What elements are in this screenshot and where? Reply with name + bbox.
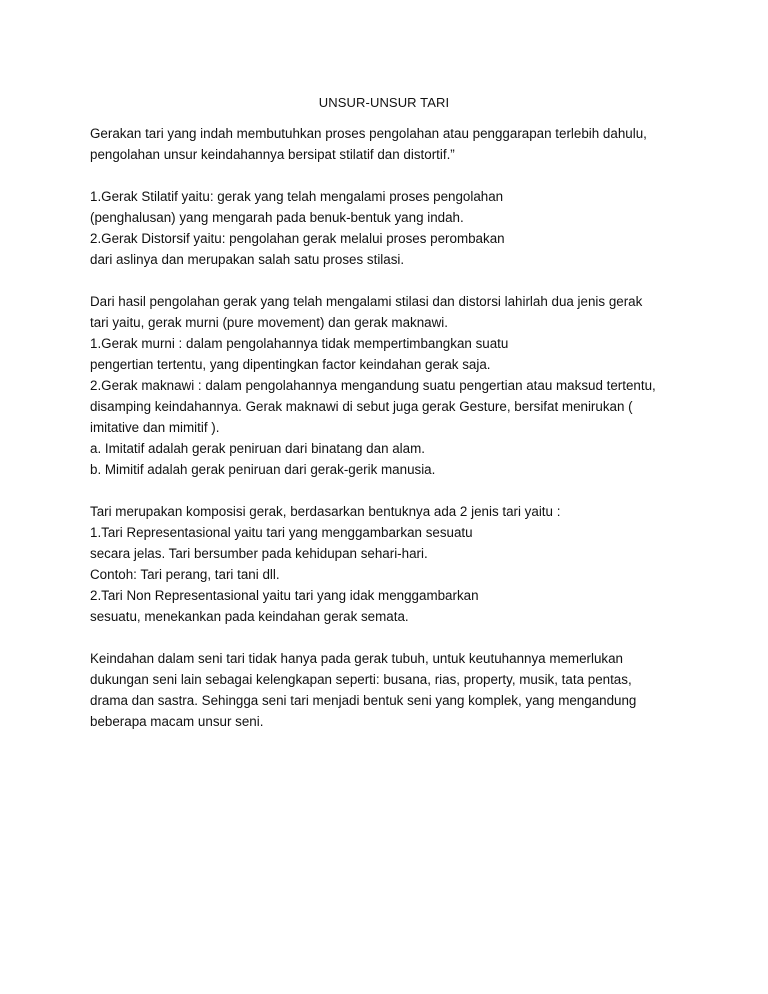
text-line: 1.Gerak murni : dalam pengolahannya tidak mempertimbangkan suatu	[90, 336, 509, 351]
paragraph	[90, 291, 700, 480]
paragraph-gap	[90, 480, 700, 501]
paragraph	[90, 648, 700, 732]
text-line: dari aslinya dan merupakan salah satu proses stilasi.	[90, 252, 405, 267]
text-line: tari yaitu, gerak murni (pure movement) dan gerak maknawi.	[90, 315, 448, 330]
text-line: b. Mimitif adalah gerak peniruan dari gerak-gerik manusia.	[90, 462, 436, 477]
text-line: Keindahan dalam seni tari tidak hanya pada gerak tubuh, untuk keutuhannya memerlukan	[90, 651, 624, 666]
document-body	[90, 123, 700, 732]
paragraph	[90, 501, 700, 627]
text-line: Dari hasil pengolahan gerak yang telah mengalami stilasi dan distorsi lahirlah dua jenis gerak	[90, 294, 643, 309]
text-line: 2.Gerak Distorsif yaitu: pengolahan gerak melalui proses perombakan	[90, 231, 505, 246]
paragraph	[90, 123, 700, 165]
text-line: beberapa macam unsur seni.	[90, 714, 264, 729]
page-title: UNSUR-UNSUR TARI	[318, 95, 450, 110]
text-line: (penghalusan) yang mengarah pada benuk-bentuk yang indah.	[90, 210, 464, 225]
paragraph-gap	[90, 165, 700, 186]
text-line: secara jelas. Tari bersumber pada kehidupan sehari-hari.	[90, 546, 428, 561]
text-line: a. Imitatif adalah gerak peniruan dari binatang dan alam.	[90, 441, 425, 456]
text-line: pengertian tertentu, yang dipentingkan factor keindahan gerak saja.	[90, 357, 491, 372]
text-line: drama dan sastra. Sehingga seni tari menjadi bentuk seni yang komplek, yang mengandung	[90, 693, 637, 708]
text-line: 2.Gerak maknawi : dalam pengolahannya mengandung suatu pengertian atau maksud tertentu,	[90, 378, 656, 393]
text-line: Gerakan tari yang indah membutuhkan proses pengolahan atau penggarapan terlebih dahulu,	[90, 126, 647, 141]
text-line: Contoh: Tari perang, tari tani dll.	[90, 567, 280, 582]
text-line: 1.Gerak Stilatif yaitu: gerak yang telah mengalami proses pengolahan	[90, 189, 504, 204]
text-line: pengolahan unsur keindahannya bersipat stilatif dan distortif.”	[90, 147, 455, 162]
text-line: 1.Tari Representasional yaitu tari yang menggambarkan sesuatu	[90, 525, 473, 540]
text-line: disamping keindahannya. Gerak maknawi di sebut juga gerak Gesture, bersifat menirukan (	[90, 399, 633, 414]
text-line: dukungan seni lain sebagai kelengkapan seperti: busana, rias, property, musik, tata pentas,	[90, 672, 632, 687]
paragraph-gap	[90, 270, 700, 291]
text-line: Tari merupakan komposisi gerak, berdasarkan bentuknya ada 2 jenis tari yaitu :	[90, 504, 561, 519]
text-line: 2.Tari Non Representasional yaitu tari yang idak menggambarkan	[90, 588, 479, 603]
paragraph-gap	[90, 627, 700, 648]
text-line: imitative dan mimitif ).	[90, 420, 220, 435]
paragraph	[90, 186, 700, 270]
text-line: sesuatu, menekankan pada keindahan gerak semata.	[90, 609, 409, 624]
